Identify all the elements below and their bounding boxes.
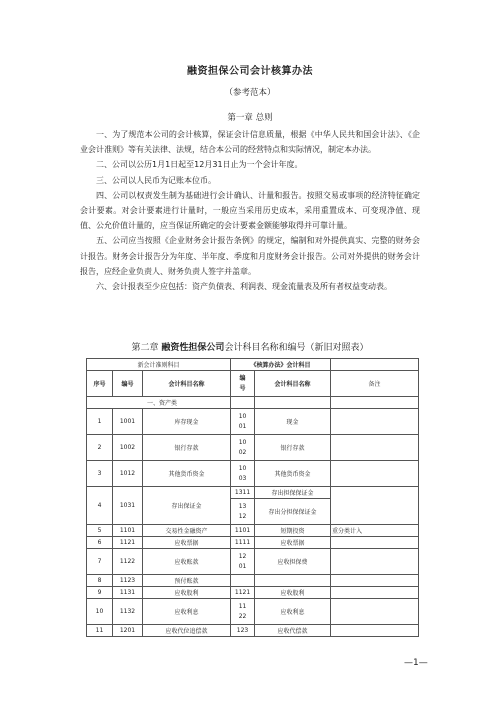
- row-note: [331, 409, 419, 435]
- table-group-header-row: [87, 359, 419, 371]
- row-old-name: 短期投资: [255, 525, 331, 537]
- row-old-code: 123: [231, 625, 255, 637]
- row-old-name: 其他货币资金: [255, 461, 331, 487]
- row-code: 1012: [113, 461, 143, 487]
- group-new-standard: 新会计准则科目: [87, 359, 231, 371]
- chapter-heading: 第一章 总则: [227, 113, 273, 123]
- table-row: [87, 537, 419, 549]
- row-seq: 11: [87, 625, 113, 637]
- row-old-code: 1002: [231, 435, 255, 461]
- empty-cell: [331, 397, 419, 409]
- row-code: 1122: [113, 549, 143, 575]
- row-code: 1002: [113, 435, 143, 461]
- group-old-standard: 《核算办法》会计科目: [231, 359, 331, 371]
- row-note: 重分类计入: [331, 525, 419, 537]
- row-note: [331, 537, 419, 549]
- document-title: 融资担保公司会计核算办法: [187, 66, 313, 77]
- table-row: [87, 487, 419, 499]
- row-old-code: 1001: [231, 409, 255, 435]
- row-old-code: 1312: [231, 499, 255, 525]
- row-name: 预付账款: [143, 575, 231, 587]
- document-subtitle: （参考范本）: [224, 88, 276, 98]
- header-name: 会计科目名称: [143, 371, 231, 397]
- table-row: [87, 435, 419, 461]
- table-row: [87, 587, 419, 599]
- section-label: 一、资产类: [87, 397, 231, 409]
- row-old-name: 应收股利: [255, 587, 331, 599]
- paragraph: 五、公司应当按照《企业财务会计报告条例》的规定，编制和对外提供真实、完整的财务会计报告。财务会计报告分为年度、半年度、季度和月度财务会计报告。公司对外提供的财务会计报告，应经企业负责人、财务负责人签字并盖章。: [80, 236, 420, 276]
- row-old-code: 1121: [231, 587, 255, 599]
- row-old-code: 1111: [231, 537, 255, 549]
- row-seq: 4: [87, 487, 113, 525]
- chapter-heading-suffix: 会计科目名称和编号（新旧对照表）: [224, 343, 369, 353]
- row-name: 银行存款: [143, 435, 231, 461]
- table-row: [87, 525, 419, 537]
- row-old-name: [255, 575, 331, 587]
- header-note: 备注: [331, 371, 419, 397]
- row-note: [331, 625, 419, 637]
- table-row: [87, 625, 419, 637]
- row-code: 1121: [113, 537, 143, 549]
- row-code: 1123: [113, 575, 143, 587]
- row-old-code: [231, 575, 255, 587]
- row-seq: 7: [87, 549, 113, 575]
- row-old-code: 1003: [231, 461, 255, 487]
- chapter-heading: [0, 340, 500, 353]
- table-row: [87, 575, 419, 587]
- row-seq: 5: [87, 525, 113, 537]
- empty-cell: [255, 397, 331, 409]
- row-name: 应收账款: [143, 549, 231, 575]
- row-old-name: 应收票据: [255, 537, 331, 549]
- paragraph: 六、会计报表至少应包括：资产负债表、利润表、现金流量表及所有者权益变动表。: [96, 282, 392, 292]
- row-seq: 10: [87, 599, 113, 625]
- table-row: [87, 549, 419, 575]
- row-old-name: 银行存款: [255, 435, 331, 461]
- row-note: [331, 549, 419, 575]
- row-note: [331, 575, 419, 587]
- row-old-name: 应收担保费: [255, 549, 331, 575]
- row-name: 应收代位追偿款: [143, 625, 231, 637]
- row-name: 应收股利: [143, 587, 231, 599]
- table-header-row: [87, 371, 419, 397]
- row-old-name: 应收代偿款: [255, 625, 331, 637]
- paragraph: 三、公司以人民币为记账本位币。: [96, 175, 216, 185]
- row-name: 存出保证金: [143, 487, 231, 525]
- row-old-code: 1101: [231, 525, 255, 537]
- section-row: [87, 397, 419, 409]
- row-name: 交易性金融资产: [143, 525, 231, 537]
- row-seq: 2: [87, 435, 113, 461]
- row-old-code: 1201: [231, 549, 255, 575]
- row-code: 1132: [113, 599, 143, 625]
- row-seq: 3: [87, 461, 113, 487]
- row-old-code: 1122: [231, 599, 255, 625]
- page-number: —1—: [404, 658, 428, 668]
- table-row: [87, 409, 419, 435]
- row-code: 1201: [113, 625, 143, 637]
- row-code: 1031: [113, 487, 143, 525]
- header-code: 编号: [113, 371, 143, 397]
- row-old-code: 1311: [231, 487, 255, 499]
- row-note: [331, 599, 419, 625]
- row-code: 1131: [113, 587, 143, 599]
- row-seq: 1: [87, 409, 113, 435]
- row-name: 应收票据: [143, 537, 231, 549]
- row-name: 应收利息: [143, 599, 231, 625]
- row-code: 1101: [113, 525, 143, 537]
- chapter-body: [80, 127, 420, 294]
- paragraph: 二、公司以公历1月1日起至12月31日止为一个会计年度。: [96, 160, 303, 170]
- row-note: [331, 435, 419, 461]
- row-name: 其他货币资金: [143, 461, 231, 487]
- group-empty: [331, 359, 419, 371]
- chapter-heading-bold: 融资性担保公司: [161, 343, 225, 353]
- table-row: [87, 599, 419, 625]
- row-note: [331, 461, 419, 487]
- paragraph: 一、为了规范本公司的会计核算，保证会计信息质量，根据《中华人民共和国会计法》、《企业会计准则》等有关法律、法规，结合本公司的经营特点和实际情况，制定本办法。: [80, 130, 420, 155]
- header-seq: 序号: [87, 371, 113, 397]
- row-note: [331, 487, 419, 525]
- header-old-name: 会计科目名称: [255, 371, 331, 397]
- row-old-name: 存出分担保保证金: [255, 499, 331, 525]
- chapter-heading-prefix: 第二章: [131, 343, 162, 353]
- row-seq: 6: [87, 537, 113, 549]
- accounts-table: [86, 358, 419, 637]
- row-old-name: 应收利息: [255, 599, 331, 625]
- row-old-name: 现金: [255, 409, 331, 435]
- row-code: 1001: [113, 409, 143, 435]
- paragraph: 四、公司以权责发生制为基础进行会计确认、计量和报告。按照交易或事项的经济特征确定会计要素。对会计要素进行计量时，一般应当采用历史成本，采用重置成本、可变现净值、现值、公允价值计量的，应当保证所确定的会计要素金额能够取得并可靠计量。: [80, 190, 420, 231]
- header-old-code: 编号: [231, 371, 255, 397]
- row-seq: 8: [87, 575, 113, 587]
- table-row: [87, 461, 419, 487]
- row-note: [331, 587, 419, 599]
- empty-cell: [231, 397, 255, 409]
- row-name: 库存现金: [143, 409, 231, 435]
- row-seq: 9: [87, 587, 113, 599]
- row-old-name: 存出担保保证金: [255, 487, 331, 499]
